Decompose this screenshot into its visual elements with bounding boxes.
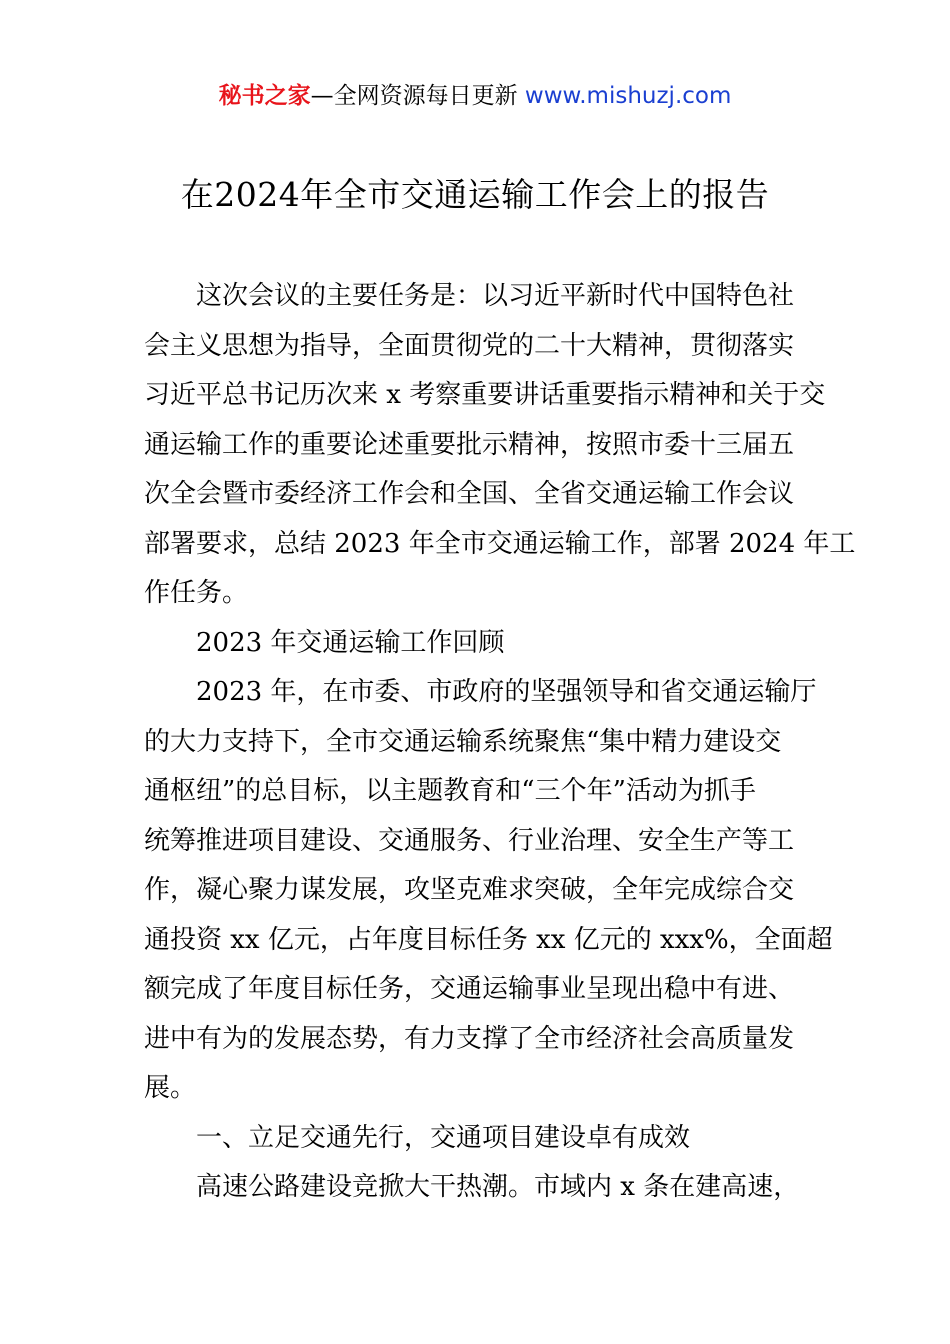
brand-name: 秘书之家 xyxy=(218,83,311,109)
site-url: www.mishuzj.com xyxy=(524,83,732,109)
text-line: 2023 年，在市委、市政府的坚强领导和省交通运输厅 xyxy=(196,677,817,707)
text-line: 部署要求，总结 2023 年全市交通运输工作，部署 2024 年工 xyxy=(144,528,856,559)
text-line: 作任务。 xyxy=(144,578,249,608)
text-line: 会主义思想为指导，全面贯彻党的二十大精神，贯彻落实 xyxy=(144,330,795,361)
text-line: 次全会暨市委经济工作会和全国、全省交通运输工作会议 xyxy=(144,479,795,509)
text-line: 进中有为的发展态势，有力支撑了全市经济社会高质量发 xyxy=(144,1023,795,1054)
text-line: 统筹推进项目建设、交通服务、行业治理、安全生产等工 xyxy=(144,825,795,856)
text-line: 通枢纽”的总目标，以主题教育和“三个年”活动为抓手 xyxy=(144,776,756,806)
site-header xyxy=(0,80,950,112)
section-heading: 2023 年交通运输工作回顾 xyxy=(196,627,505,658)
text-line: 作，凝心聚力谋发展，攻坚克难求突破，全年完成综合交 xyxy=(144,875,795,905)
text-line: 通投资 xx 亿元，占年度目标任务 xx 亿元的 xxx%，全面超 xyxy=(144,924,833,955)
text-line: 习近平总书记历次来 x 考察重要讲话重要指示精神和关于交 xyxy=(144,380,826,410)
text-line: 通运输工作的重要论述重要批示精神，按照市委十三届五 xyxy=(144,429,795,460)
text-line: 这次会议的主要任务是：以习近平新时代中国特色社 xyxy=(196,281,795,311)
section-heading: 一、立足交通先行，交通项目建设卓有成效 xyxy=(196,1122,691,1153)
text-line: 的大力支持下，全市交通运输系统聚焦“集中精力建设交 xyxy=(144,726,782,757)
header-slogan: —全网资源每日更新 xyxy=(310,83,518,109)
document-title: 在2024年全市交通运输工作会上的报告 xyxy=(180,175,770,214)
text-line: 额完成了年度目标任务，交通运输事业呈现出稳中有进、 xyxy=(144,974,795,1004)
text-line: 高速公路建设竞掀大干热潮。市域内 x 条在建高速， xyxy=(196,1172,800,1202)
document-body xyxy=(144,272,856,1213)
text-line: 展。 xyxy=(144,1073,197,1103)
